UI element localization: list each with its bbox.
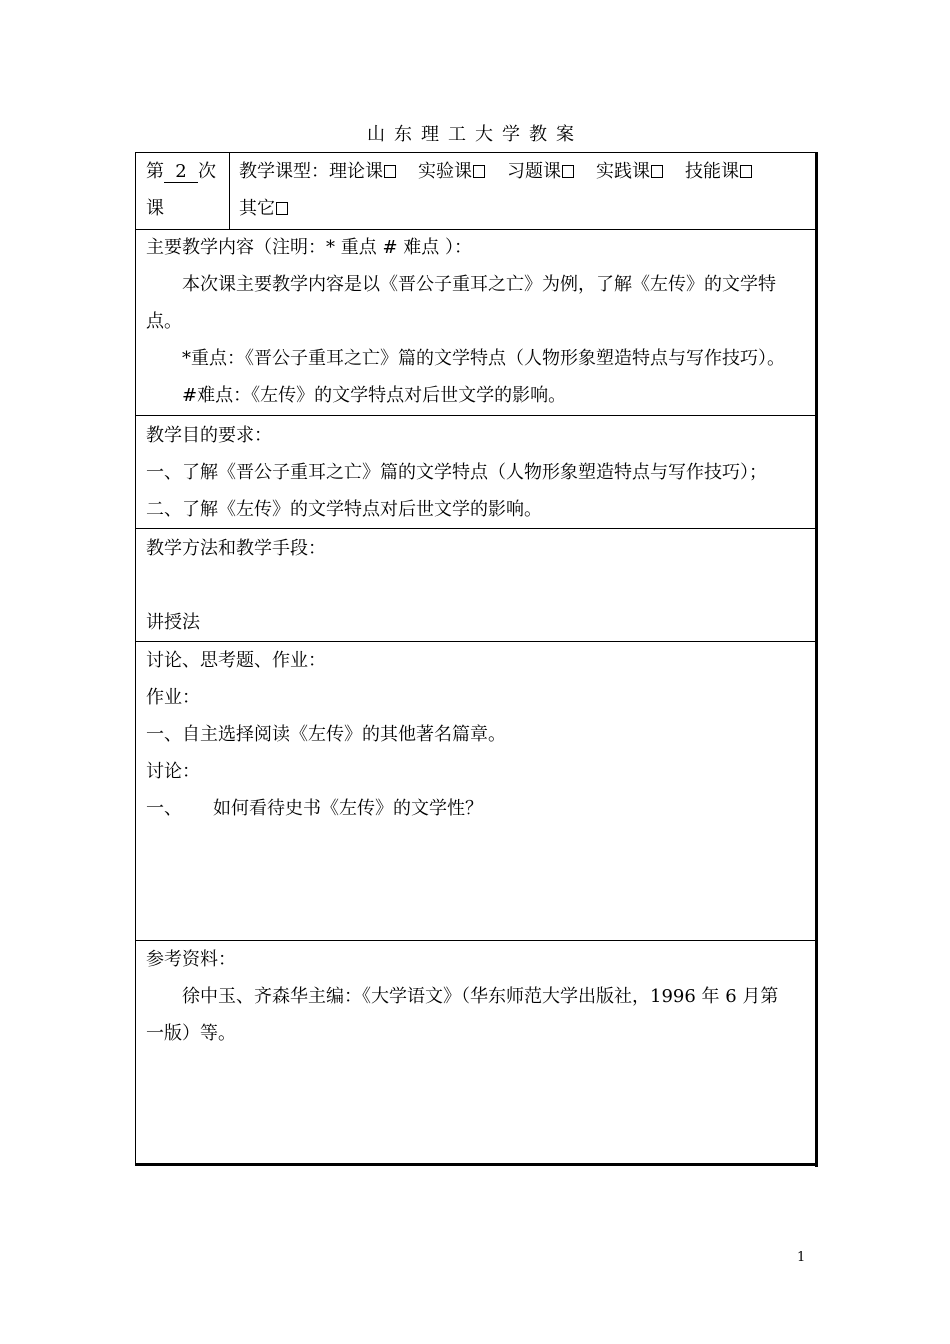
- option-exercise: 习题课: [507, 161, 561, 182]
- homework-label: 作业：: [146, 687, 200, 708]
- lesson-number: 2: [164, 162, 198, 183]
- homework-item: 一、自主选择阅读《左传》的其他著名篇章。: [146, 724, 506, 745]
- objectives-section: [136, 416, 815, 529]
- option-lab: 实验课: [418, 161, 472, 182]
- content-paragraph-line2: 点。: [146, 311, 182, 332]
- difficulty-point: #难点：《左传》的文学特点对后世文学的影响。: [182, 385, 567, 406]
- course-type-line-2: [239, 199, 288, 219]
- lesson-prefix: 第: [146, 161, 164, 182]
- checkbox-lab[interactable]: [473, 165, 485, 178]
- table-bottom-border: [135, 1164, 818, 1166]
- option-other: 其它: [239, 198, 275, 219]
- reference-line2: 一版）等。: [146, 1023, 236, 1044]
- lesson-plan-table: [135, 152, 816, 1164]
- objectives-heading: 教学目的要求：: [146, 425, 272, 446]
- option-theory: 理论课: [329, 161, 383, 182]
- course-type-line: [239, 162, 752, 182]
- page-title: 山东理工大学教案: [367, 124, 583, 145]
- course-type-label: 教学课型：: [239, 161, 329, 182]
- discussion-label: 讨论：: [146, 761, 200, 782]
- lesson-suffix: 次: [198, 161, 216, 182]
- table-right-border: [815, 152, 818, 1167]
- reference-line1: 徐中玉、齐森华主编：《大学语文》（华东师范大学出版社，1996 年 6 月第: [182, 986, 779, 1007]
- discussion-number: 一、: [146, 798, 182, 819]
- header-row: [136, 153, 815, 230]
- references-section: [136, 941, 815, 1163]
- objective-item-2: 二、了解《左传》的文学特点对后世文学的影响。: [146, 499, 542, 520]
- methods-section: [136, 529, 815, 642]
- content-heading: 主要教学内容（注明：* 重点 # 难点 ）：: [146, 237, 472, 258]
- lesson-suffix-line: 课: [146, 198, 164, 219]
- page-number: 1: [797, 1250, 806, 1265]
- option-skill: 技能课: [685, 161, 739, 182]
- discussion-heading: 讨论、思考题、作业：: [146, 650, 326, 671]
- key-point: *重点：《晋公子重耳之亡》篇的文学特点（人物形象塑造特点与写作技巧）。: [182, 348, 785, 369]
- checkbox-practice[interactable]: [651, 165, 663, 178]
- header-divider: [229, 153, 230, 230]
- methods-value: 讲授法: [146, 612, 200, 633]
- references-heading: 参考资料：: [146, 949, 236, 970]
- discussion-section: [136, 642, 815, 941]
- lesson-number-line: [146, 162, 216, 183]
- objective-item-1: 一、了解《晋公子重耳之亡》篇的文学特点（人物形象塑造特点与写作技巧）；: [146, 462, 767, 483]
- option-practice: 实践课: [596, 161, 650, 182]
- content-paragraph-line1: 本次课主要教学内容是以《晋公子重耳之亡》为例，了解《左传》的文学特: [182, 274, 776, 295]
- checkbox-theory[interactable]: [384, 165, 396, 178]
- content-section: [136, 230, 815, 416]
- checkbox-exercise[interactable]: [562, 165, 574, 178]
- discussion-item: 如何看待史书《左传》的文学性？: [213, 798, 483, 819]
- checkbox-skill[interactable]: [740, 165, 752, 178]
- methods-heading: 教学方法和教学手段：: [146, 538, 326, 559]
- checkbox-other[interactable]: [276, 202, 288, 215]
